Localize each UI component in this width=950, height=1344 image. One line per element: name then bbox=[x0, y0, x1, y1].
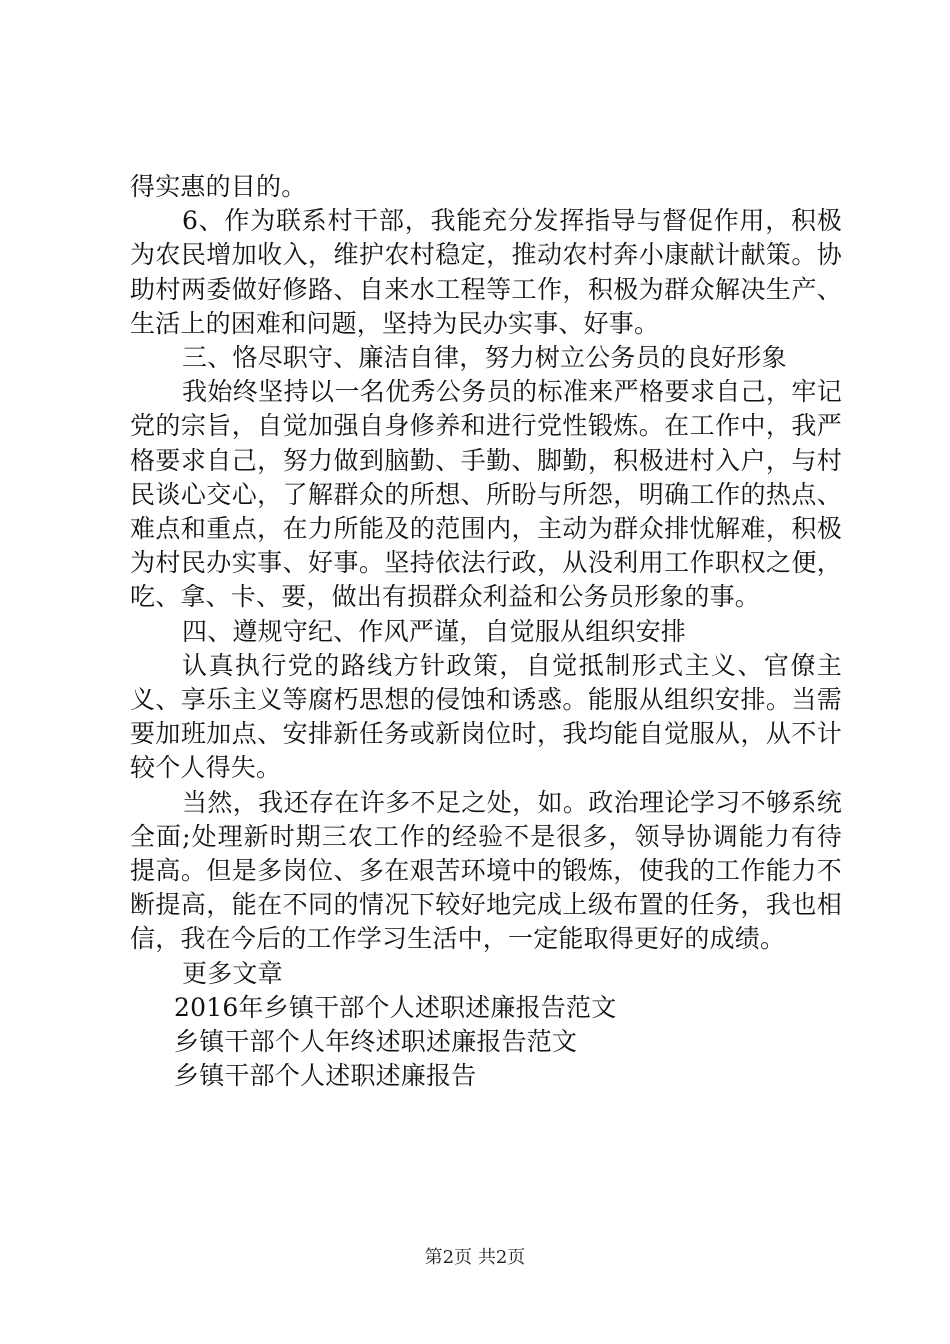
paragraph-section-3: 我始终坚持以一名优秀公务员的标准来严格要求自己，牢记党的宗旨，自觉加强自身修养和进行党性锻炼。在工作中，我严格要求自己，努力做到脑勤、手勤、脚勤，积极进村入户，与村民谈心交心，了解群众的所想、所盼与所怨，明确工作的热点、难点和重点，在力所能及的范围内，主动为群众排忧解难，积极为村民办实事、好事。坚持依法行政，从没利用工作职权之便，吃、拿、卡、要，做出有损群众利益和公务员形象的事。 bbox=[130, 377, 842, 612]
paragraph-section-4: 认真执行党的路线方针政策，自觉抵制形式主义、官僚主义、享乐主义等腐朽思想的侵蚀和诱惑。能服从组织安排。当需要加班加点、安排新任务或新岗位时，我均能自觉服从，从不计较个人得失。 bbox=[130, 650, 842, 783]
paragraph-conclusion: 当然，我还存在许多不足之处，如。政治理论学习不够系统全面;处理新时期三农工作的经验不是很多，领导协调能力有待提高。但是多岗位、多在艰苦环境中的锻炼，使我的工作能力不断提高，能在不同的情况下较好地完成上级布置的任务，我也相信，我在今后的工作学习生活中，一定能取得更好的成绩。 bbox=[130, 787, 842, 954]
section-heading-3: 三、恪尽职守、廉洁自律，努力树立公务员的良好形象 bbox=[182, 343, 787, 373]
paragraph-continuation: 得实惠的目的。 bbox=[130, 172, 307, 201]
more-article-link-3[interactable]: 乡镇干部个人述职述廉报告 bbox=[174, 1061, 477, 1091]
more-articles-title: 更多文章 bbox=[182, 958, 283, 988]
more-article-link-1[interactable]: 2016年乡镇干部个人述职述廉报告范文 bbox=[174, 992, 617, 1022]
page-number-footer: 第2页 共2页 bbox=[424, 1247, 526, 1268]
section-heading-4: 四、遵规守纪、作风严谨，自觉服从组织安排 bbox=[182, 616, 687, 646]
document-body bbox=[130, 170, 842, 1093]
more-article-link-2[interactable]: 乡镇干部个人年终述职述廉报告范文 bbox=[174, 1027, 578, 1057]
paragraph-item-6: 6、作为联系村干部，我能充分发挥指导与督促作用，积极为农民增加收入，维护农村稳定，推动农村奔小康献计献策。协助村两委做好修路、自来水工程等工作，积极为群众解决生产、生活上的困难和问题，坚持为民办实事、好事。 bbox=[130, 206, 842, 338]
